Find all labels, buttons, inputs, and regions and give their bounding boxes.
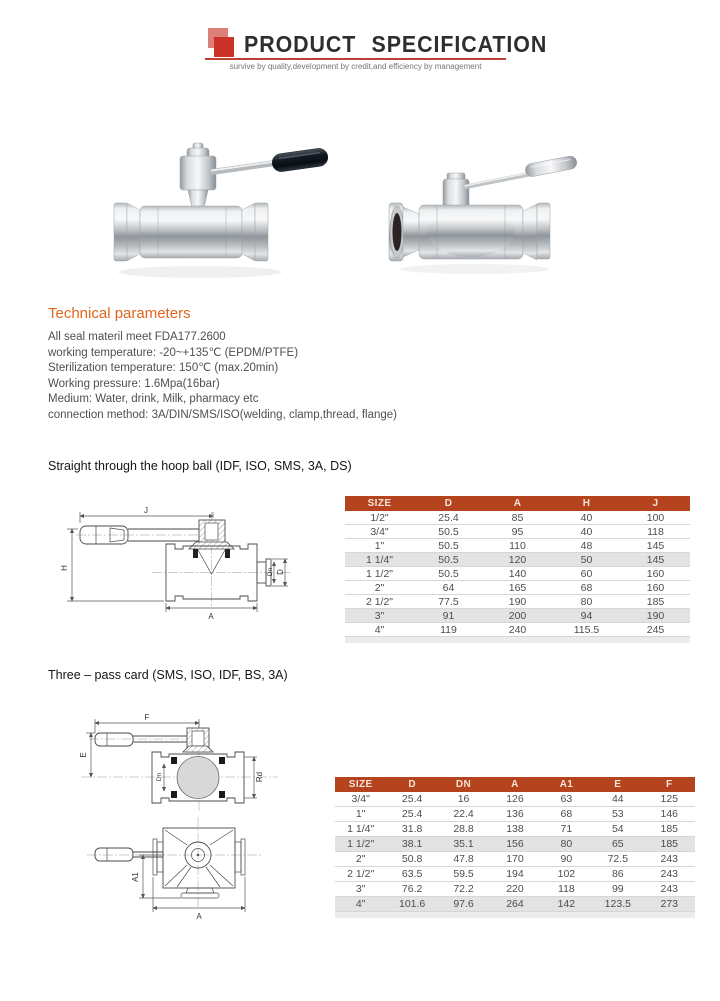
table-row bbox=[335, 837, 695, 852]
table-cell: 125 bbox=[644, 792, 695, 807]
column-header: SIZE bbox=[345, 496, 414, 511]
handle-grip bbox=[271, 147, 329, 173]
table-cell: 102 bbox=[541, 867, 592, 882]
table-cell: 1 1/2" bbox=[335, 837, 386, 852]
table-cell: 50.5 bbox=[414, 567, 483, 581]
technical-parameters-heading: Technical parameters bbox=[48, 305, 191, 322]
column-header: D bbox=[386, 777, 437, 792]
table-cell: 160 bbox=[621, 581, 690, 595]
table-cell: 170 bbox=[489, 852, 540, 867]
table-cell: 2 1/2" bbox=[345, 595, 414, 609]
table-cell: 123.5 bbox=[592, 897, 643, 912]
logo-front-square bbox=[214, 37, 234, 57]
column-header: H bbox=[552, 496, 621, 511]
table-row bbox=[345, 623, 690, 637]
table-cell: 50 bbox=[552, 553, 621, 567]
table-cell: 115.5 bbox=[552, 623, 621, 637]
table-cell: 118 bbox=[621, 525, 690, 539]
table-cell: 194 bbox=[489, 867, 540, 882]
dim-label-a2: A bbox=[196, 912, 202, 921]
table-cell: 50.8 bbox=[386, 852, 437, 867]
table-row bbox=[335, 882, 695, 897]
table-row bbox=[335, 852, 695, 867]
table-cell: 25.4 bbox=[414, 511, 483, 525]
table-cell: 25.4 bbox=[386, 792, 437, 807]
table-cell: 85 bbox=[483, 511, 552, 525]
table-cell: 40 bbox=[552, 525, 621, 539]
table-cell: 72.5 bbox=[592, 852, 643, 867]
technical-parameter-line: Working pressure: 1.6Mpa(16bar) bbox=[48, 377, 220, 390]
table-cell: 47.8 bbox=[438, 852, 489, 867]
table-cell: 243 bbox=[644, 867, 695, 882]
table-cell: 3" bbox=[335, 882, 386, 897]
table-cell: 145 bbox=[621, 539, 690, 553]
dim-label-h: H bbox=[60, 565, 69, 571]
valve-photo-clamp-ball-valve-steel-handle bbox=[385, 145, 620, 280]
column-header: F bbox=[644, 777, 695, 792]
table-cell: 50.5 bbox=[414, 553, 483, 567]
table-cell: 40 bbox=[552, 511, 621, 525]
table-cell: 35.1 bbox=[438, 837, 489, 852]
table-cell: 77.5 bbox=[414, 595, 483, 609]
table-cell: 25.4 bbox=[386, 807, 437, 822]
table-cell: 63.5 bbox=[386, 867, 437, 882]
table-cell: 59.5 bbox=[438, 867, 489, 882]
table-row bbox=[345, 539, 690, 553]
table-cell: 90 bbox=[541, 852, 592, 867]
technical-parameter-line: working temperature: -20~+135℃ (EPDM/PTFE) bbox=[48, 346, 299, 359]
dim-label-rd: Rd bbox=[255, 771, 264, 783]
table-cell: 118 bbox=[541, 882, 592, 897]
dim-label-dn: Dn bbox=[267, 567, 274, 577]
table-cell: 146 bbox=[644, 807, 695, 822]
table-cell: 119 bbox=[414, 623, 483, 637]
table-row bbox=[345, 581, 690, 595]
table-cell: 1" bbox=[335, 807, 386, 822]
table-cell: 22.4 bbox=[438, 807, 489, 822]
table-cell: 38.1 bbox=[386, 837, 437, 852]
dim-label-a: A bbox=[208, 612, 214, 621]
dim-label-f: F bbox=[144, 713, 150, 722]
table-cell: 60 bbox=[552, 567, 621, 581]
table-cell: 101.6 bbox=[386, 897, 437, 912]
table-cell: 95 bbox=[483, 525, 552, 539]
table-cell: 97.6 bbox=[438, 897, 489, 912]
dim-label-a1: A1 bbox=[131, 872, 140, 882]
table-cell: 145 bbox=[621, 553, 690, 567]
table-cell: 86 bbox=[592, 867, 643, 882]
table-cell: 94 bbox=[552, 609, 621, 623]
table-cell: 76.2 bbox=[386, 882, 437, 897]
table-header-row bbox=[345, 496, 690, 511]
handle-grip bbox=[524, 155, 578, 178]
dim-label-j: J bbox=[144, 506, 148, 515]
table-cell: 245 bbox=[621, 623, 690, 637]
table-cell: 156 bbox=[489, 837, 540, 852]
table-cell: 64 bbox=[414, 581, 483, 595]
table-cell: 80 bbox=[552, 595, 621, 609]
table-cell: 72.2 bbox=[438, 882, 489, 897]
table-row bbox=[345, 511, 690, 525]
table-cell: 4" bbox=[335, 897, 386, 912]
table1-footer-strip bbox=[345, 637, 690, 643]
table-cell: 1/2" bbox=[345, 511, 414, 525]
table-cell: 54 bbox=[592, 822, 643, 837]
table-cell: 65 bbox=[592, 837, 643, 852]
table-row bbox=[345, 525, 690, 539]
table-cell: 48 bbox=[552, 539, 621, 553]
table-row bbox=[335, 822, 695, 837]
table-cell: 44 bbox=[592, 792, 643, 807]
technical-parameter-line: connection method: 3A/DIN/SMS/ISO(welding, clamp,thread, flange) bbox=[48, 408, 398, 421]
table-header-row bbox=[335, 777, 695, 792]
table-cell: 200 bbox=[483, 609, 552, 623]
table-row bbox=[335, 792, 695, 807]
table-cell: 4" bbox=[345, 623, 414, 637]
column-header: D bbox=[414, 496, 483, 511]
table-cell: 53 bbox=[592, 807, 643, 822]
table-cell: 273 bbox=[644, 897, 695, 912]
table-cell: 220 bbox=[489, 882, 540, 897]
table-cell: 99 bbox=[592, 882, 643, 897]
table-cell: 31.8 bbox=[386, 822, 437, 837]
column-header: DN bbox=[438, 777, 489, 792]
table-cell: 91 bbox=[414, 609, 483, 623]
table-cell: 240 bbox=[483, 623, 552, 637]
table-cell: 28.8 bbox=[438, 822, 489, 837]
column-header: A1 bbox=[541, 777, 592, 792]
technical-parameter-line: Medium: Water, drink, Milk, pharmacy etc bbox=[48, 393, 259, 405]
table-cell: 3" bbox=[345, 609, 414, 623]
table-cell: 2" bbox=[335, 852, 386, 867]
column-header: J bbox=[621, 496, 690, 511]
table-cell: 243 bbox=[644, 852, 695, 867]
table-cell: 138 bbox=[489, 822, 540, 837]
table-cell: 1 1/4" bbox=[335, 822, 386, 837]
straight-valve-technical-drawing bbox=[52, 492, 337, 642]
table-row bbox=[345, 553, 690, 567]
table-cell: 190 bbox=[483, 595, 552, 609]
table-cell: 160 bbox=[621, 567, 690, 581]
column-header: A bbox=[489, 777, 540, 792]
table-row bbox=[345, 595, 690, 609]
technical-parameters-list bbox=[48, 330, 397, 423]
table-cell: 140 bbox=[483, 567, 552, 581]
title-divider bbox=[205, 58, 506, 60]
three-way-valve-technical-drawing bbox=[73, 695, 333, 930]
page-title: PRODUCT SPECIFICATION bbox=[244, 31, 548, 57]
dim-label-e: E bbox=[79, 752, 88, 758]
table-cell: 165 bbox=[483, 581, 552, 595]
column-header: A bbox=[483, 496, 552, 511]
table-cell: 3/4" bbox=[335, 792, 386, 807]
column-header: E bbox=[592, 777, 643, 792]
three-way-valve-dimensions-table bbox=[335, 777, 695, 912]
table-cell: 185 bbox=[644, 837, 695, 852]
table-cell: 63 bbox=[541, 792, 592, 807]
section1-heading: Straight through the hoop ball (IDF, ISO, SMS, 3A, DS) bbox=[48, 459, 352, 473]
table-cell: 80 bbox=[541, 837, 592, 852]
technical-parameter-line: All seal materil meet FDA177.2600 bbox=[48, 331, 226, 343]
table-cell: 1" bbox=[345, 539, 414, 553]
table-row bbox=[345, 567, 690, 581]
table-cell: 243 bbox=[644, 882, 695, 897]
table-row bbox=[335, 897, 695, 912]
valve-photo-clamp-ball-valve bbox=[100, 122, 385, 290]
straight-valve-dimensions-table bbox=[345, 496, 690, 637]
table-cell: 50.5 bbox=[414, 525, 483, 539]
table-cell: 120 bbox=[483, 553, 552, 567]
table-cell: 126 bbox=[489, 792, 540, 807]
table-cell: 142 bbox=[541, 897, 592, 912]
section2-heading: Three – pass card (SMS, ISO, IDF, BS, 3A) bbox=[48, 668, 288, 682]
table2-footer-strip bbox=[335, 912, 695, 918]
table-cell: 68 bbox=[552, 581, 621, 595]
table-cell: 50.5 bbox=[414, 539, 483, 553]
table-cell: 71 bbox=[541, 822, 592, 837]
tagline: survive by quality,development by credit,and efficiency by management bbox=[229, 62, 482, 71]
table-cell: 1 1/2" bbox=[345, 567, 414, 581]
table-cell: 2 1/2" bbox=[335, 867, 386, 882]
table-cell: 185 bbox=[644, 822, 695, 837]
table-cell: 68 bbox=[541, 807, 592, 822]
table-cell: 3/4" bbox=[345, 525, 414, 539]
table-cell: 16 bbox=[438, 792, 489, 807]
table-row bbox=[345, 609, 690, 623]
table-cell: 2" bbox=[345, 581, 414, 595]
table-cell: 185 bbox=[621, 595, 690, 609]
table-cell: 1 1/4" bbox=[345, 553, 414, 567]
table-row bbox=[335, 867, 695, 882]
table-row bbox=[335, 807, 695, 822]
table-cell: 100 bbox=[621, 511, 690, 525]
dim-label-d: D bbox=[276, 569, 285, 575]
table-cell: 136 bbox=[489, 807, 540, 822]
technical-parameter-line: Sterilization temperature: 150℃ (max.20min) bbox=[48, 362, 279, 374]
column-header: SIZE bbox=[335, 777, 386, 792]
table-cell: 110 bbox=[483, 539, 552, 553]
dim-label-dn2: Dn bbox=[156, 772, 163, 782]
table-cell: 264 bbox=[489, 897, 540, 912]
table-cell: 190 bbox=[621, 609, 690, 623]
